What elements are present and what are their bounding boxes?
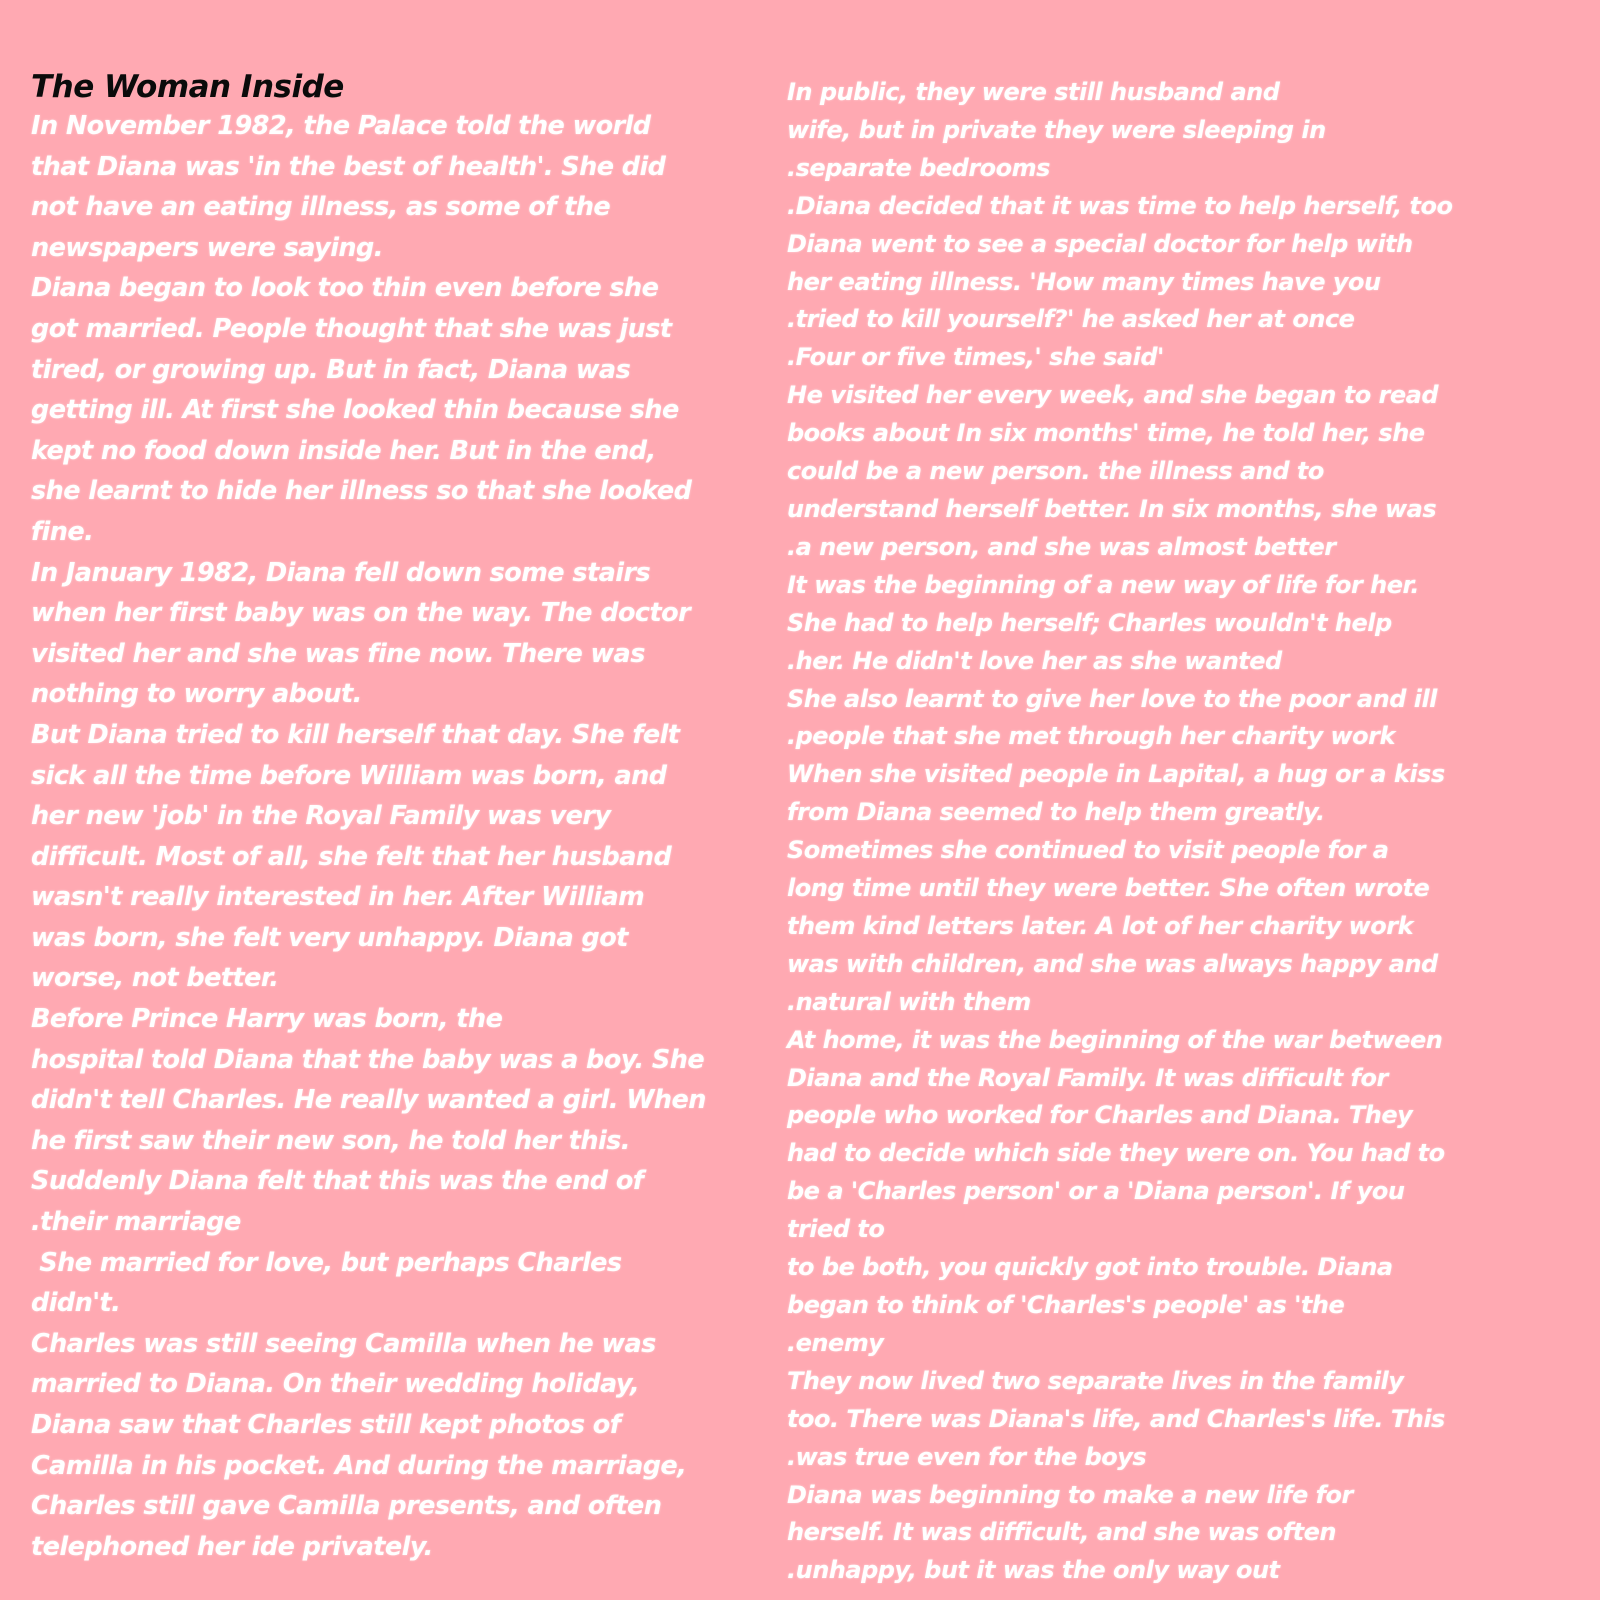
- text-line: fine.: [31, 516, 94, 547]
- text-line: .tried to kill yourself?' he asked her at once: [787, 305, 1355, 334]
- text-line: newspapers were saying.: [31, 232, 383, 263]
- text-line: wife, but in private they were sleeping in: [787, 115, 1326, 144]
- text-line: was born, she felt very unhappy. Diana got: [31, 922, 628, 953]
- text-line: not have an eating illness, as some of the: [31, 192, 611, 223]
- text-line: he first saw their new son, he told her this.: [31, 1125, 630, 1156]
- text-line: had to decide which side they were on. You had to: [787, 1139, 1445, 1168]
- text-line: when her first baby was on the way. The doctor: [31, 598, 691, 629]
- text-line: was with children, and she was always happy and: [787, 949, 1438, 978]
- text-line: to be both, you quickly got into trouble. Diana: [787, 1253, 1393, 1282]
- text-line: .their marriage: [31, 1207, 241, 1238]
- text-line: Before Prince Harry was born, the: [31, 1004, 503, 1035]
- text-line: Diana began to look too thin even before she: [31, 273, 659, 304]
- text-line: married to Diana. On their wedding holiday,: [31, 1369, 640, 1400]
- text-line: kept no food down inside her. But in the end,: [31, 435, 656, 466]
- text-line: her new 'job' in the Royal Family was very: [31, 801, 611, 832]
- right-text-column: [787, 74, 1452, 1590]
- text-line: They now lived two separate lives in the family: [787, 1366, 1404, 1395]
- text-line: In public, they were still husband and: [787, 78, 1280, 106]
- text-line: sick all the time before William was born, and: [31, 760, 667, 791]
- text-line: be a 'Charles person' or a 'Diana person'. If you: [787, 1177, 1405, 1206]
- text-line: Suddenly Diana felt that this was the end of: [31, 1166, 644, 1197]
- text-line: her eating illness. 'How many times have you: [787, 267, 1381, 296]
- text-line: But Diana tried to kill herself that day. She felt: [31, 719, 680, 750]
- text-line: from Diana seemed to help them greatly.: [787, 798, 1325, 827]
- text-line: nothing to worry about.: [31, 679, 362, 710]
- text-line: people who worked for Charles and Diana. They: [787, 1101, 1413, 1130]
- text-line: .was true even for the boys: [787, 1442, 1147, 1471]
- page-title: The Woman Inside: [31, 69, 344, 105]
- text-line: When she visited people in Lapital, a hug or a kiss: [787, 760, 1445, 789]
- text-line: In January 1982, Diana fell down some stairs: [31, 557, 651, 588]
- text-line: telephoned her ide privately.: [31, 1531, 433, 1562]
- text-line: wasn't really interested in her. After William: [31, 882, 645, 913]
- text-line: could be a new person. the illness and to: [787, 457, 1324, 486]
- text-line: Sometimes she continued to visit people for a: [787, 836, 1389, 865]
- text-line: Diana went to see a special doctor for help with: [787, 229, 1413, 258]
- text-line: books about In six months' time, he told her, she: [787, 419, 1425, 448]
- text-line: getting ill. At first she looked thin because she: [31, 395, 679, 426]
- text-line: understand herself better. In six months, she was: [787, 494, 1437, 523]
- text-line: them kind letters later. A lot of her charity work: [787, 911, 1414, 940]
- text-line: began to think of 'Charles's people' as 'the: [787, 1291, 1345, 1319]
- text-line: too. There was Diana's life, and Charles's life. This: [787, 1404, 1445, 1433]
- text-line: difficult. Most of all, she felt that her husband: [31, 841, 672, 872]
- text-line: She had to help herself; Charles wouldn't help: [787, 608, 1392, 637]
- text-line: .enemy: [787, 1328, 884, 1357]
- text-line: worse, not better.: [31, 963, 279, 994]
- text-line: got married. People thought that she was just: [31, 313, 672, 344]
- text-line: that Diana was 'in the best of health'. She did: [31, 151, 666, 182]
- text-line: herself. It was difficult, and she was often: [787, 1518, 1336, 1547]
- text-line: He visited her every week, and she began to read: [787, 381, 1439, 410]
- text-line: long time until they were better. She often wrote: [787, 874, 1430, 903]
- text-line: .Diana decided that it was time to help herself, too: [787, 191, 1453, 220]
- text-line: Charles still gave Camilla presents, and often: [31, 1491, 662, 1522]
- text-line: Camilla in his pocket. And during the marriage,: [31, 1450, 687, 1481]
- text-line: didn't.: [31, 1288, 121, 1319]
- text-line: Diana and the Royal Family. It was difficult for: [787, 1063, 1388, 1092]
- text-line: She married for love, but perhaps Charles: [31, 1247, 622, 1278]
- text-line: .unhappy, but it was the only way out: [787, 1556, 1280, 1585]
- text-line: It was the beginning of a new way of life for her.: [787, 570, 1420, 599]
- text-line: didn't tell Charles. He really wanted a girl. When: [31, 1085, 706, 1116]
- text-line: Charles was still seeing Camilla when he was: [31, 1328, 656, 1359]
- left-text-column: [31, 106, 706, 1567]
- text-line: .natural with them: [787, 987, 1031, 1016]
- text-line: At home, it was the beginning of the war between: [787, 1025, 1443, 1054]
- text-line: tried to: [787, 1215, 885, 1244]
- text-line: .a new person, and she was almost better: [787, 532, 1336, 561]
- text-line: She also learnt to give her love to the poor and ill: [787, 684, 1437, 713]
- text-line: hospital told Diana that the baby was a boy. She: [31, 1044, 705, 1075]
- text-line: visited her and she was fine now. There was: [31, 638, 645, 669]
- text-line: tired, or growing up. But in fact, Diana was: [31, 354, 631, 385]
- text-line: Diana saw that Charles still kept photos of: [31, 1410, 621, 1440]
- text-line: Diana was beginning to make a new life for: [787, 1480, 1353, 1509]
- text-line: .people that she met through her charity work: [787, 722, 1395, 751]
- text-line: she learnt to hide her illness so that she looked: [31, 476, 692, 507]
- text-line: .Four or five times,' she said': [787, 343, 1164, 372]
- text-line: In November 1982, the Palace told the world: [31, 111, 651, 141]
- text-line: .her. He didn't love her as she wanted: [787, 646, 1282, 675]
- text-line: .separate bedrooms: [787, 153, 1050, 182]
